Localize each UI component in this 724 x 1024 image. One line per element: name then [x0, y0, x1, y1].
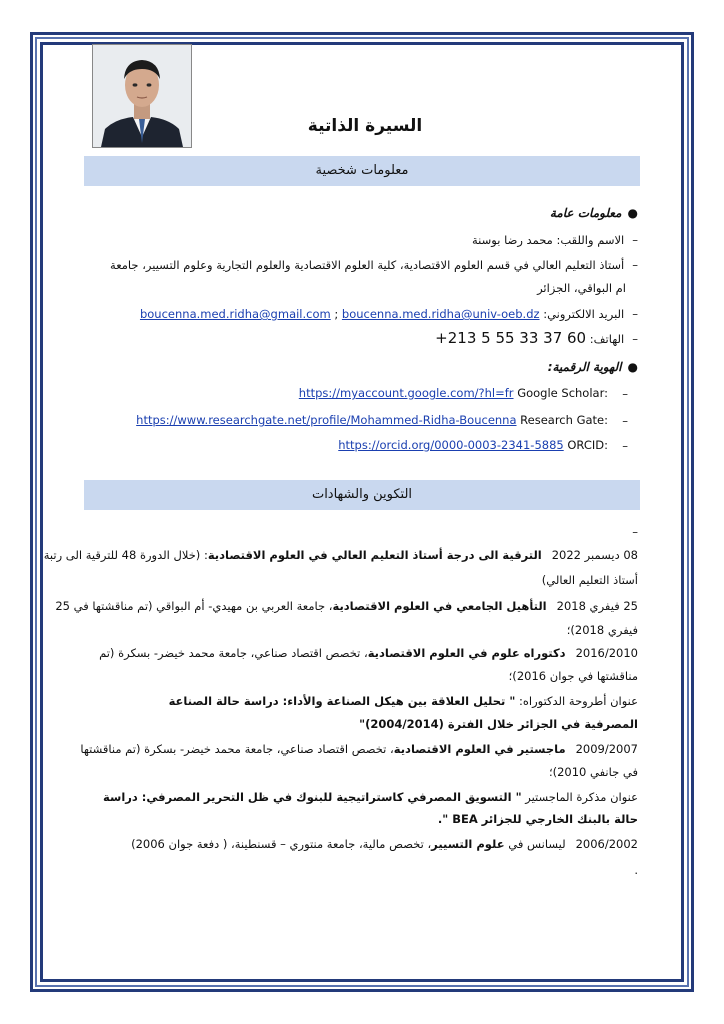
education-entry-4: 2009/2007ماجستير في العلوم الاقتصادية، تخصص اقتصاد صناعي، جامعة محمد خيضر- بسكرة (تم مناقشتها — [80, 742, 638, 756]
education-entry-3-cont: مناقشتها في جوان 2016)؛ — [508, 669, 638, 683]
bullet-icon: ● — [627, 360, 638, 374]
entry-date: 25 فيفري 2018 — [556, 599, 638, 613]
researchgate-link[interactable]: https://www.researchgate.net/profile/Mohammed-Ridha-Boucenna — [136, 413, 517, 427]
email-line: –البريد الالكتروني: boucenna.med.ridha@gmail.com ; boucenna.med.ridha@univ-oeb.dz — [139, 307, 638, 321]
profile-photo — [92, 44, 192, 148]
dash-icon: – — [622, 387, 628, 401]
education-entry-1: 08 ديسمبر 2022الترقية الى درجة أستاذ التعليم العالي في العلوم الاقتصادية: (خلال الدورة 48 للترقية الى رتبة — [43, 548, 638, 562]
email-link-gmail[interactable]: boucenna.med.ridha@gmail.com — [139, 307, 331, 321]
section-education: التكوين والشهادات — [84, 480, 640, 510]
doctoral-thesis-title: عنوان أطروحة الدكتوراه: " تحليل العلاقة بين هيكل الصناعة والأداء: دراسة حالة الصناعة — [168, 694, 638, 708]
position-line: –أستاذ التعليم العالي في قسم العلوم الاقتصادية، كلية العلوم الاقتصادية والعلوم التجارية وعلوم التسيير، جامعة — [110, 258, 638, 272]
researchgate-line: https://www.researchgate.net/profile/Mohammed-Ridha-Boucenna Research Gate: — [136, 413, 608, 427]
phone-value: +213 5 55 33 37 60 — [435, 329, 587, 347]
education-lead-dash: – — [632, 525, 638, 539]
name-line: –الاسم واللقب: محمد رضا بوسنة — [472, 233, 638, 247]
education-entry-5: 2006/2002ليسانس في علوم التسيير، تخصص مالية، جامعة منتوري – قسنطينة، ( دفعة جوان 2006) — [131, 837, 638, 851]
dash-icon: – — [622, 414, 628, 428]
dash-icon: – — [622, 439, 628, 453]
education-entry-2-cont: فيفري 2018)؛ — [566, 623, 638, 637]
email-link-university[interactable]: boucenna.med.ridha@univ-oeb.dz — [341, 307, 540, 321]
google-scholar-link[interactable]: https://myaccount.google.com/?hl=fr — [298, 386, 514, 400]
bullet-icon: ● — [627, 206, 638, 220]
doctoral-thesis-title-cont: المصرفية في الجزائر خلال الفترة (2004/2014)" — [359, 717, 638, 731]
general-info-heading: ●معلومات عامة — [549, 206, 638, 220]
orcid-line: https://orcid.org/0000-0003-2341-5885 ORCID: — [338, 438, 608, 452]
education-entry-1-cont: أستاذ التعليم العالي) — [541, 573, 638, 587]
masters-thesis-title: عنوان مذكرة الماجستير " التسويق المصرفي كاستراتيجية للبنوك في ظل التحرير المصرفي: دراسة — [103, 790, 638, 804]
position-line-cont: ام البواقي، الجزائر — [537, 281, 626, 295]
email-label: البريد الالكتروني: — [543, 307, 625, 321]
section-personal-info: معلومات شخصية — [84, 156, 640, 186]
entry-date: 08 ديسمبر 2022 — [551, 548, 638, 562]
masters-thesis-title-cont: حالة بالبنك الخارجي للجزائر BEA ". — [437, 812, 638, 826]
education-entry-4-cont: في جانفي 2010)؛ — [548, 765, 638, 779]
phone-label: الهاتف: — [589, 332, 625, 346]
education-entry-2: 25 فيفري 2018التأهيل الجامعي في العلوم الاقتصادية، جامعة العربي بن مهيدي- أم البواقي (تم مناقشتها في 25 — [55, 599, 638, 613]
name-label: الاسم واللقب: — [556, 233, 625, 247]
orcid-link[interactable]: https://orcid.org/0000-0003-2341-5885 — [338, 438, 564, 452]
trailing-dot: . — [634, 863, 638, 877]
cv-title: السيرة الذاتية — [307, 116, 423, 136]
entry-date: 2016/2010 — [575, 646, 638, 660]
phone-line: –الهاتف: +213 5 55 33 37 60 — [435, 329, 638, 347]
name-value: محمد رضا بوسنة — [472, 233, 553, 247]
education-entry-3: 2016/2010دكتوراه علوم في العلوم الاقتصادية، تخصص اقتصاد صناعي، جامعة محمد خيضر- بسكرة (تم — [99, 646, 638, 660]
scholar-line: https://myaccount.google.com/?hl=fr Google Scholar: — [298, 386, 608, 400]
digital-id-heading: ●الهوية الرقمية: — [547, 360, 638, 374]
entry-date: 2009/2007 — [575, 742, 638, 756]
entry-date: 2006/2002 — [575, 837, 638, 851]
